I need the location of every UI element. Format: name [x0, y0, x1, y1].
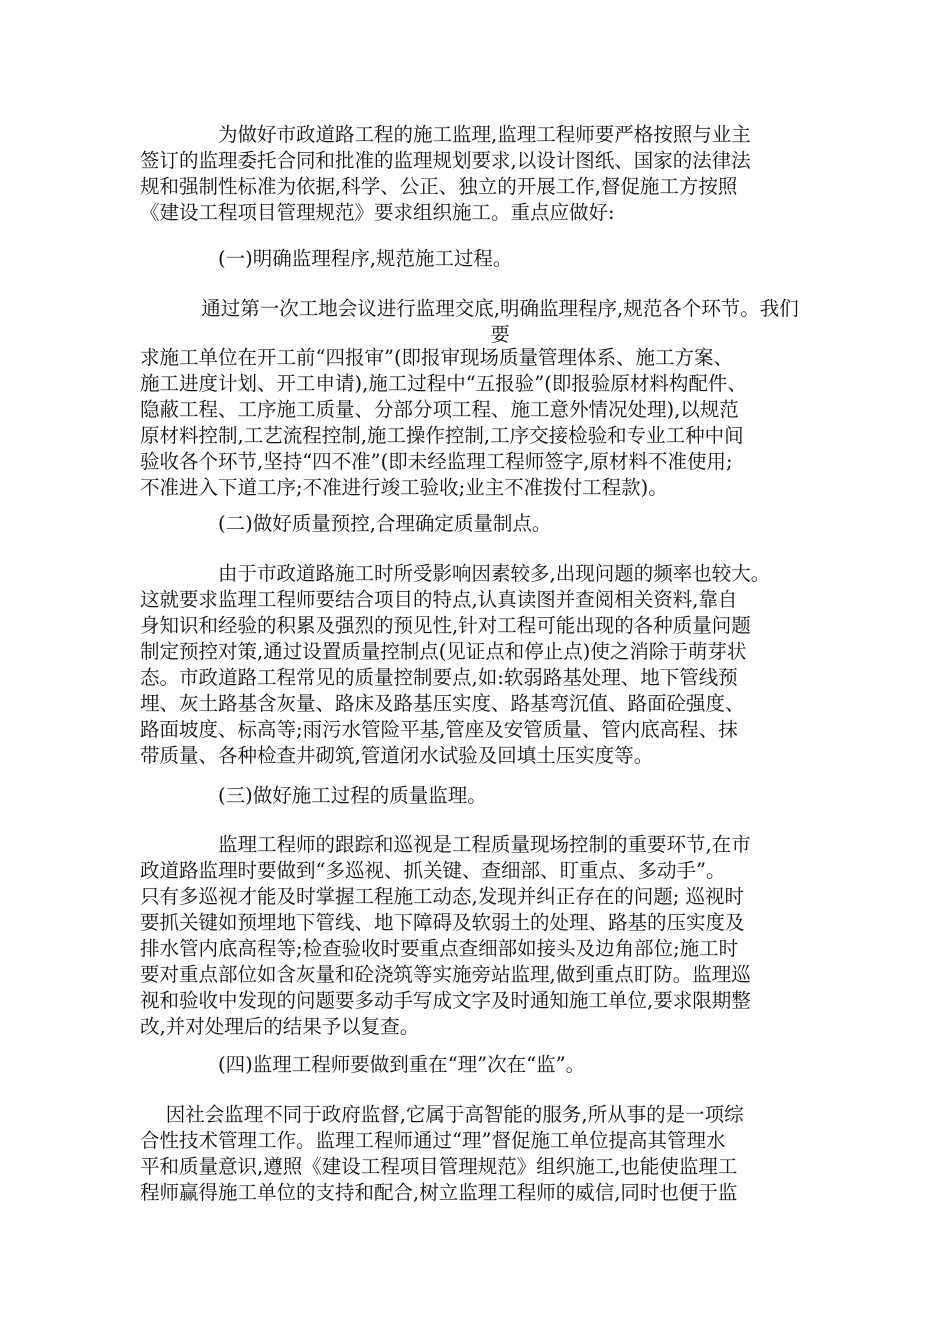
section-heading-1: (一)明确监理程序,规范施工过程。	[140, 247, 513, 270]
section-2-paragraph: 由于市政道路施工时所受影响因素较多,出现问题的频率也较大。 这就要求监理工程师要结合项目的特点,认真读图并查阅相关资料,靠自 身知识和经验的积累及强烈的预见性,针对工程可能出现的各种质量问题 制定预控对策,通过设置质量控制点(见证点和停止点)使之消除于萌芽状 态。市政道路工程常见的质量控制要点,如:软弱路基处理、地下管线预 埋、灰土路基含灰量、路床及路基压实度、路基弯沉值、路面砼强度、 路面坡度、标高等;雨污水管险平基,管座及安管质量、管内底高程、抹 带质量、各种检查井砌筑,管道闭水试验及回填土压实度等。	[140, 562, 771, 767]
section-3-paragraph: 监理工程师的跟踪和巡视是工程质量现场控制的重要环节,在市 政道路监理时要做到“多巡视、抓关键、查细部、盯重点、多动手”。 只有多巡视才能及时掌握工程施工动态,发现并纠正存在的问题; 巡视时 要抓关键如预埋地下管线、地下障碍及软弱土的处理、路基的压实度及 排水管内底高程等;检查验收时要重点查细部如接头及边角部位;施工时 要对重点部位如含灰量和砼浇筑等实施旁站监理,做到重点盯防。监理巡 视和验收中发现的问题要多动手写成文字及时通知施工单位,要求限期整 改,并对处理后的结果予以复查。	[140, 833, 751, 1038]
section-4-paragraph: 因社会监理不同于政府监督,它属于高智能的服务,所从事的是一项综 合性技术管理工作。监理工程师通过“理”督促施工单位提高其管理水 平和质量意识,遵照《建设工程项目管理规范》组织施工,也能使监理工 程师赢得施工单位的支持和配合,树立监理工程师的威信,同时也便于监	[140, 1103, 744, 1204]
section-heading-4: (四)监理工程师要做到重在“理”次在“监”。	[140, 1053, 586, 1076]
intro-paragraph: 为做好市政道路工程的施工监理,监理工程师要严格按照与业主 签订的监理委托合同和批准的监理规划要求,以设计图纸、国家的法律法 规和强制性标准为依据,科学、公正、独立的开展工作,督促施工方按照 《建设工程项目管理规范》要求组织施工。重点应做好:	[140, 123, 751, 224]
section-1-paragraph: 求施工单位在开工前“四报审”(即报审现场质量管理体系、施工方案、 施工进度计划、开工申请),施工过程中“五报验”(即报验原材料构配件、 隐蔽工程、工序施工质量、分部分项工程、施工意外情况处理),以规范 原材料控制,工艺流程控制,施工操作控制,工序交接检验和专业工种中间 验收各个环节,坚持“四不准”(即未经监理工程师签字,原材料不准使用; 不准进入下道工序;不准进行竣工验收;业主不准拨付工程款)。	[140, 346, 747, 499]
section-1-paragraph-start: 通过第一次工地会议进行监理交底,明确监理程序,规范各个环节。我们 要	[201, 297, 799, 346]
section-heading-2: (二)做好质量预控,合理确定质量制点。	[140, 512, 552, 535]
section-heading-3: (三)做好施工过程的质量监理。	[140, 784, 487, 807]
